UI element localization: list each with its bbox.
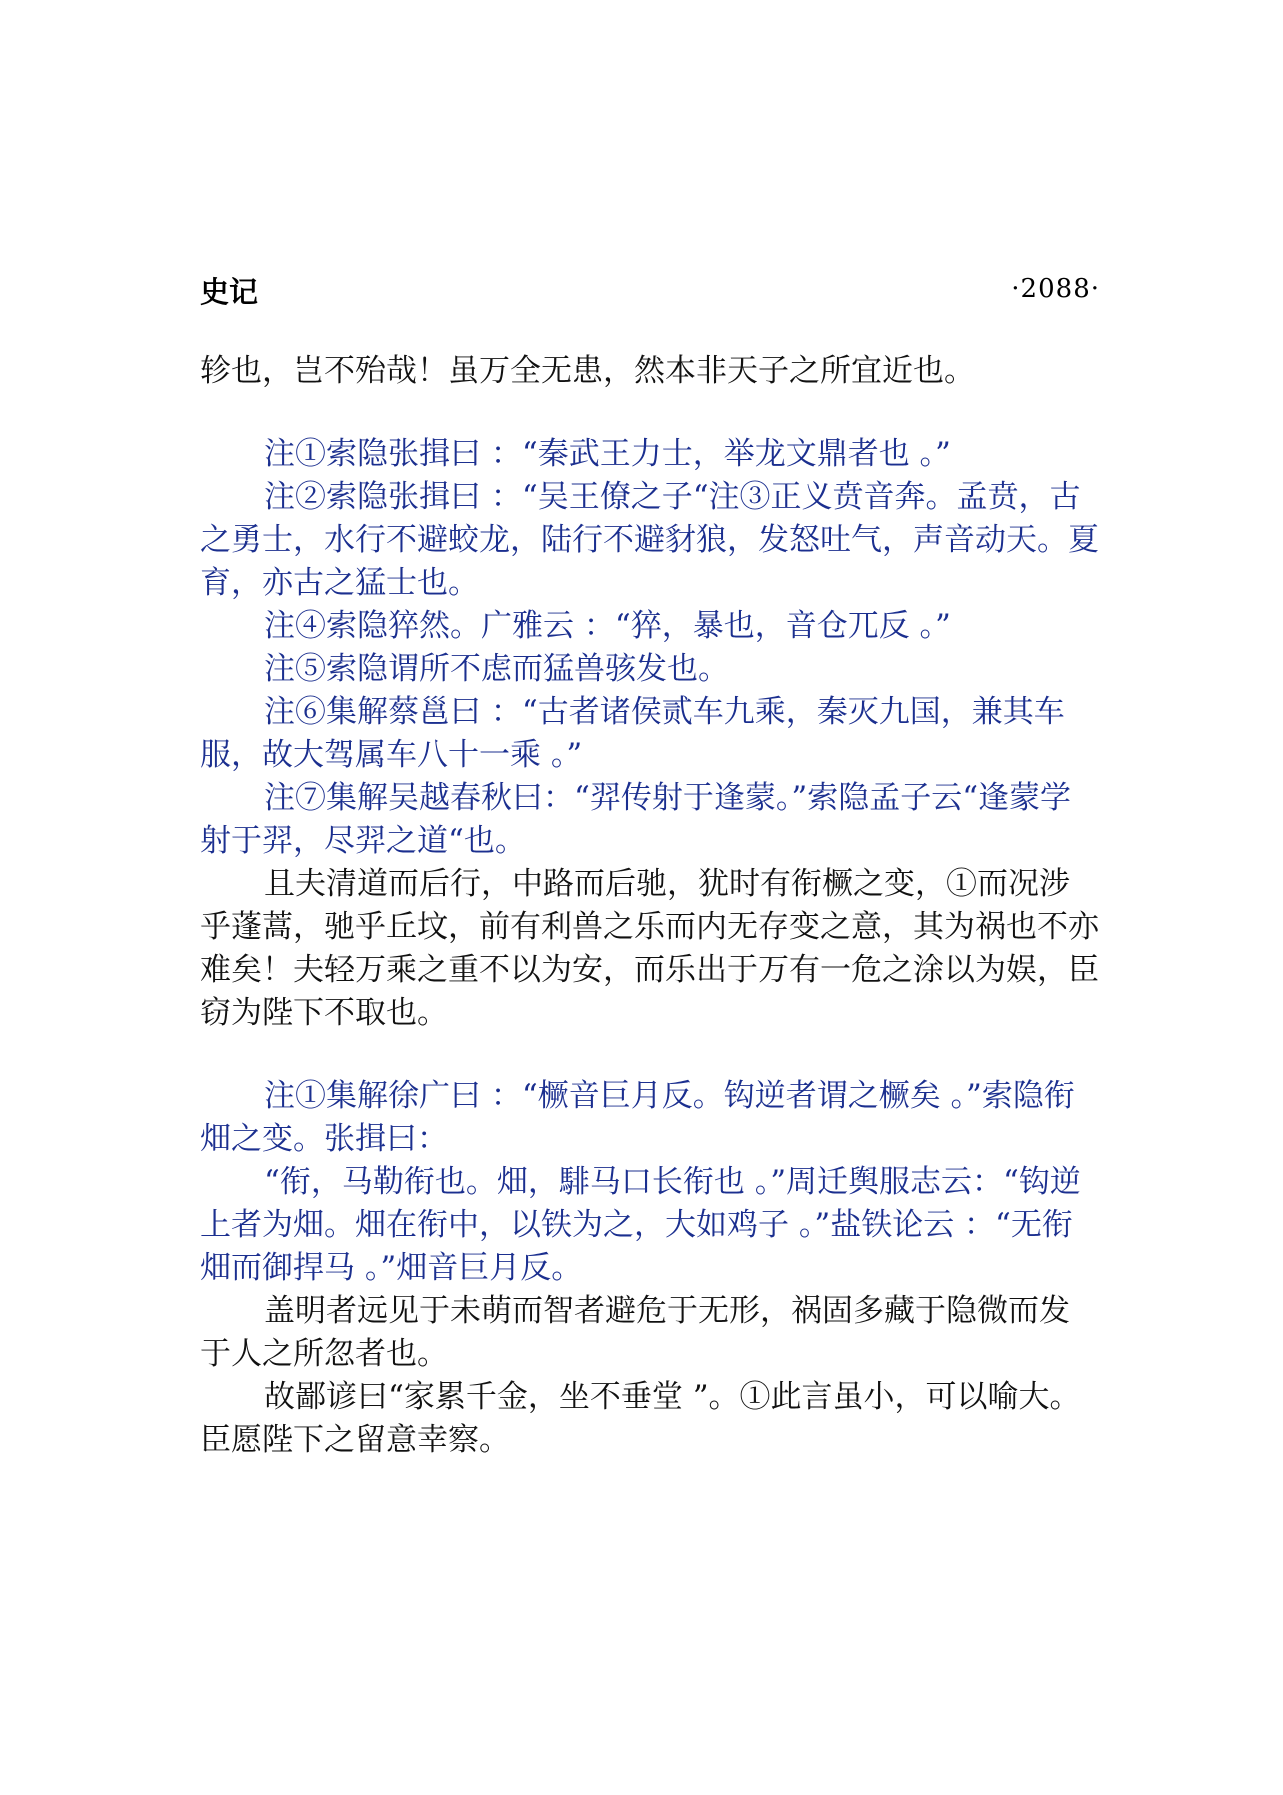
annotation-note: 注①索隐张揖曰 ：“秦武王力士，举龙文鼎者也 。” [264,436,951,472]
book-title: 史记 [200,275,259,309]
annotation-note: “衔，马勒衔也。畑，騑马口长衔也 。”周迁舆服志云：“钩逆上者为畑。畑在衔中，以铁为之，大如鸡子 。”盐铁论云 ：“无衔畑而御捍马 。”畑音巨月反。 [200,1164,1081,1286]
annotation-note: 注②索隐张揖曰 ：“吴王僚之子“注③正义贲音奔。孟贲，古之勇士，水行不避蛟龙，陆行不避豺狼，发怒吐气，声音动天。夏育，亦古之猛士也。 [200,479,1099,601]
page-content [200,350,1100,1462]
annotation-note: 注④索隐猝然。广雅云 ：“猝，暴也，音仓兀反 。” [264,608,951,644]
paragraph: 且夫清道而后行，中路而后驰，犹时有衔橛之变，①而况涉乎蓬蒿，驰乎丘坟，前有利兽之乐而内无存变之意，其为祸也不亦难矣！夫轻万乘之重不以为安，而乐出于万有一危之涂以为娱，臣窃为陛下不取也。 [200,866,1099,1031]
paragraph: 盖明者远见于未萌而智者避危于无形，祸固多藏于隐微而发于人之所忽者也。 [200,1293,1070,1372]
page-number: ·2088· [1011,274,1100,304]
paragraph: 故鄙谚曰“家累千金，坐不垂堂 ”。①此言虽小，可以喻大。臣愿陛下之留意幸察。 [200,1379,1081,1458]
paragraph: 轸也，岂不殆哉！虽万全无患，然本非天子之所宜近也。 [200,353,975,389]
annotation-note: 注⑦集解吴越春秋曰：“羿传射于逢蒙。”索隐孟子云“逢蒙学射于羿，尽羿之道“也。 [200,780,1072,859]
annotation-note: 注①集解徐广曰 ：“橛音巨月反。钩逆者谓之橛矣 。”索隐衔畑之变。张揖曰： [200,1078,1075,1157]
annotation-note: 注⑥集解蔡邕曰 ：“古者诸侯贰车九乘，秦灭九国，兼其车服，故大驾属车八十一乘 。” [200,694,1065,773]
annotation-note: 注⑤索隐谓所不虑而猛兽骇发也。 [264,651,729,687]
page-header [200,270,1100,310]
